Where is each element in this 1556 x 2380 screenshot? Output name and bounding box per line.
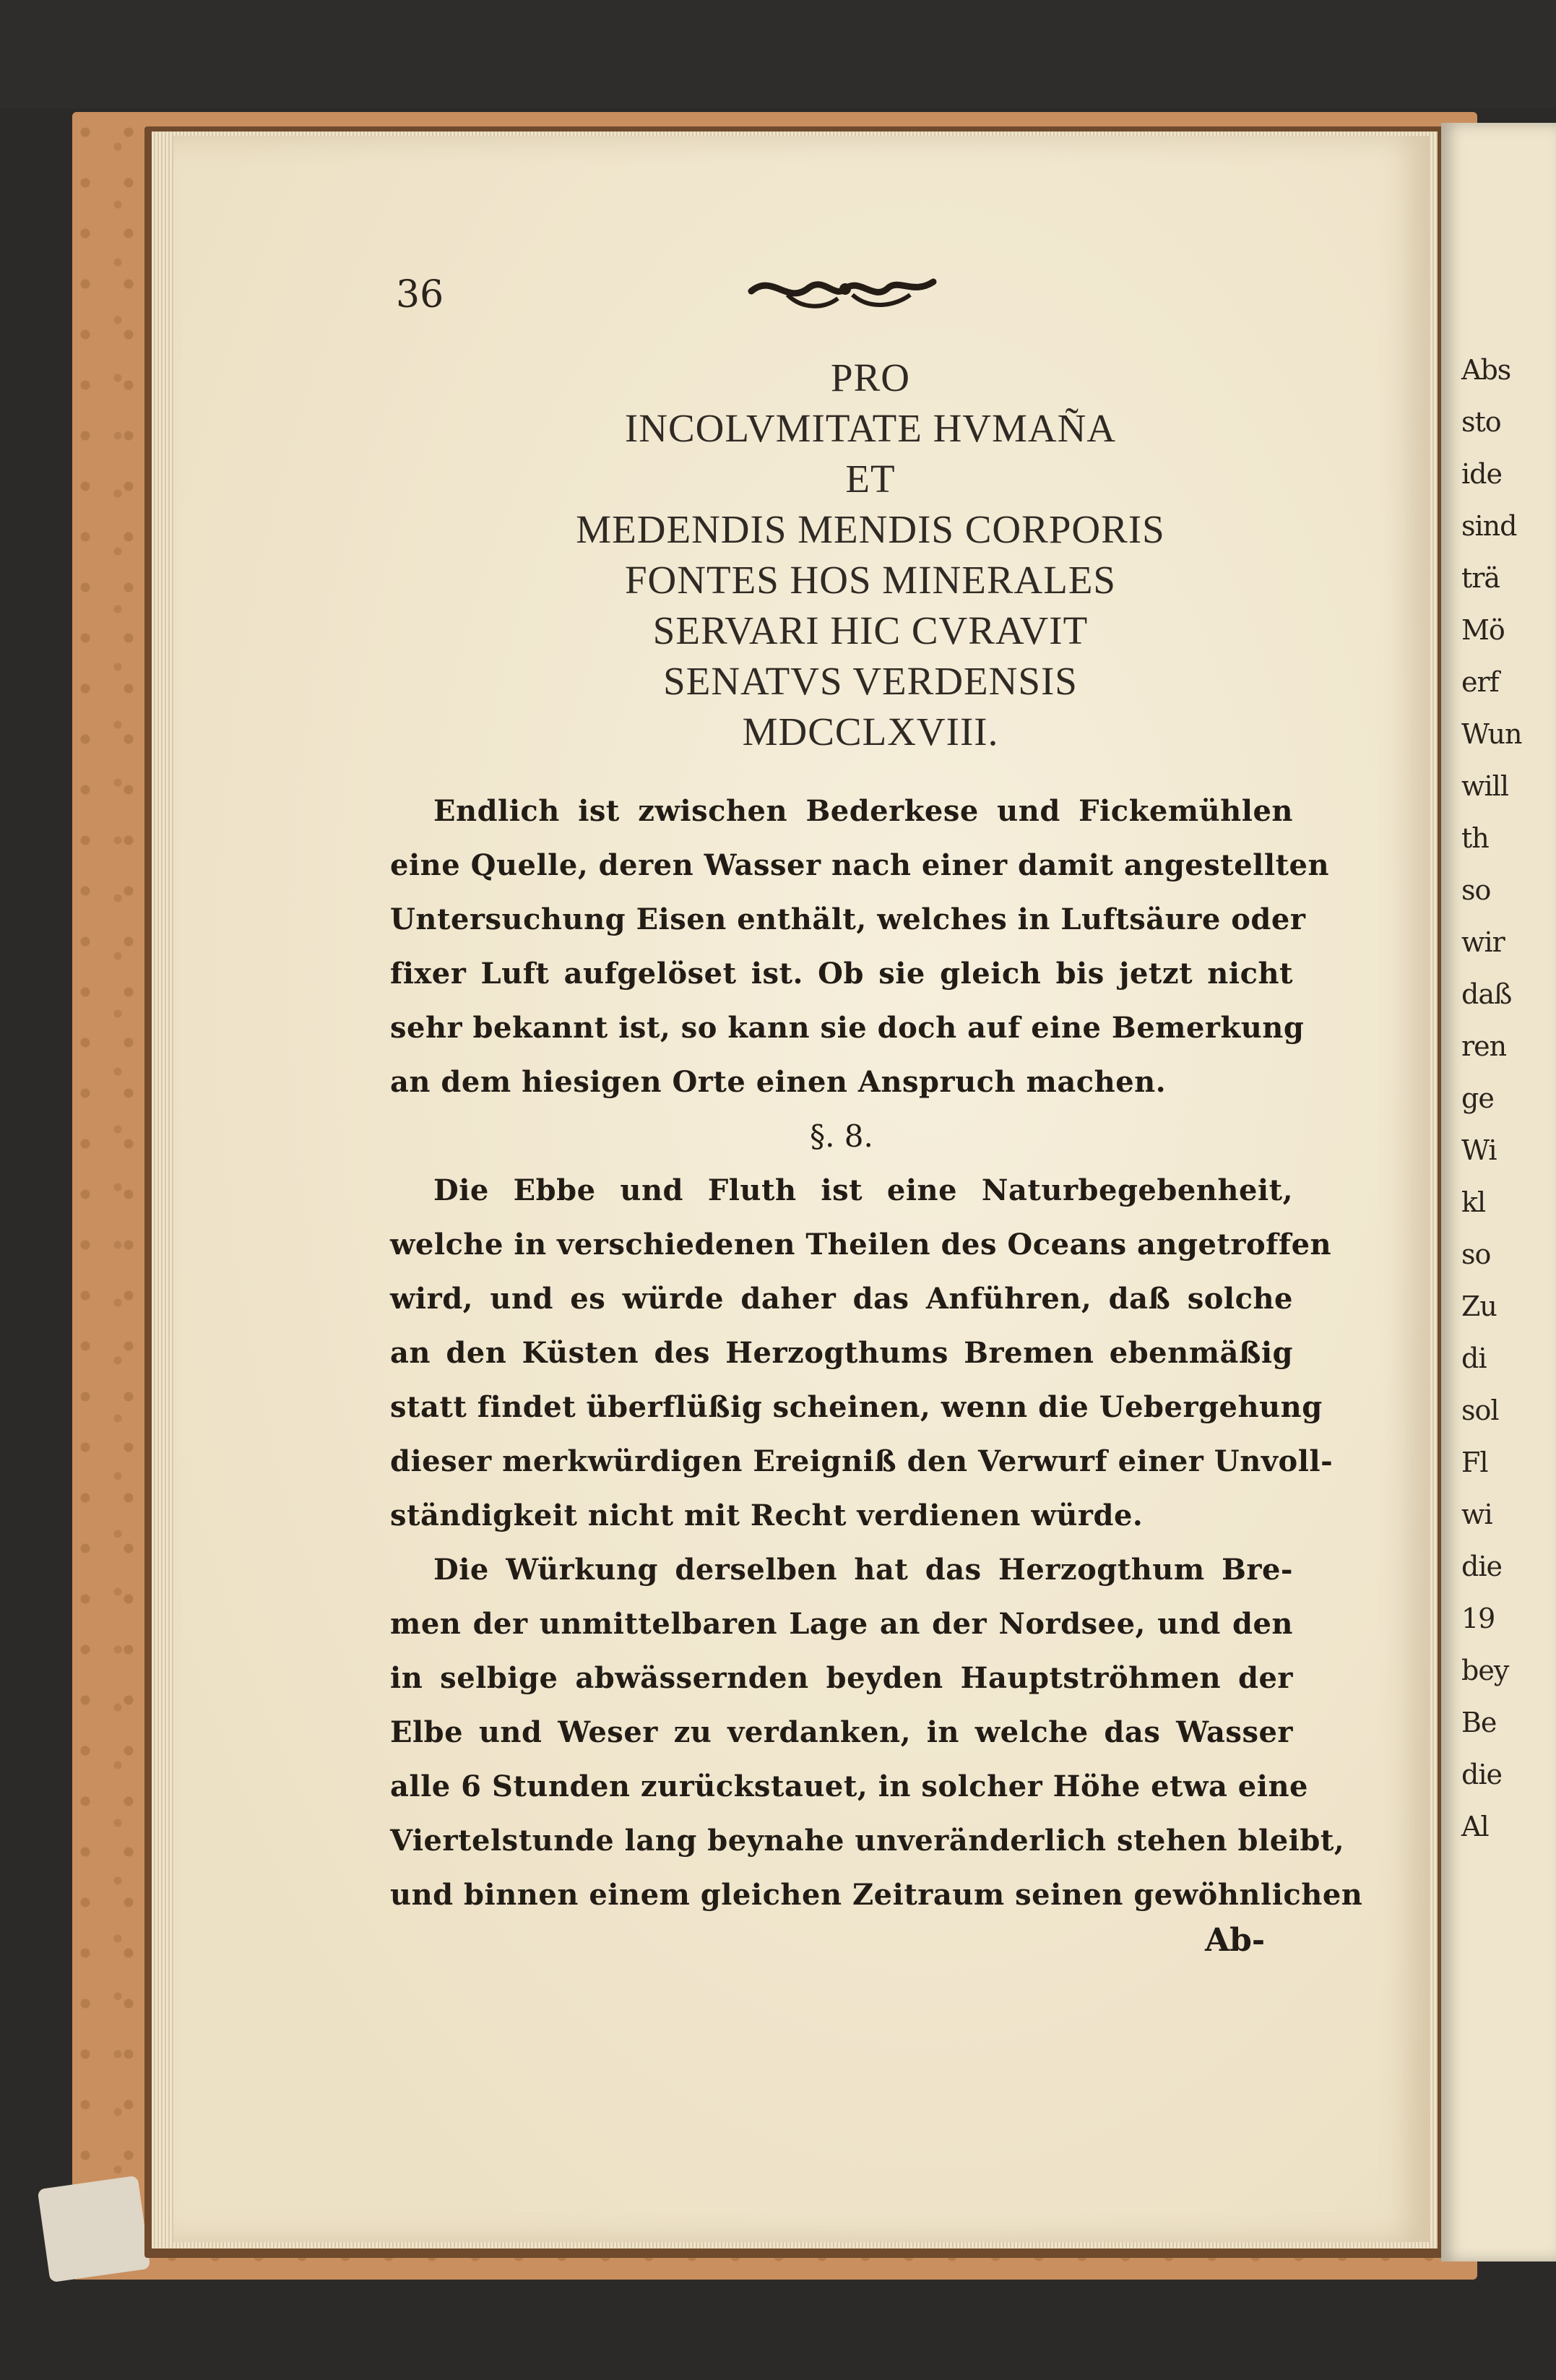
inscription-line: SENATVS VERDENSIS — [663, 659, 1078, 703]
text-line: in selbige abwässernden beyden Hauptströhmen der — [390, 1661, 1293, 1695]
background-top — [0, 0, 1556, 108]
text-line: Elbe und Weser zu verdanken, in welche das Wasser — [390, 1715, 1293, 1749]
next-page-fragment: di — [1461, 1342, 1487, 1374]
catchword: Ab- — [1205, 1922, 1266, 1959]
next-page-fragment: so — [1461, 874, 1491, 906]
next-page-fragment: sto — [1461, 406, 1501, 438]
inscription-line: SERVARI HIC CVRAVIT — [652, 608, 1089, 652]
next-page-fragment: die — [1461, 1759, 1502, 1790]
inscription-line: MDCCLXVIII. — [742, 710, 999, 754]
next-page-fragment: will — [1461, 770, 1508, 802]
next-page-fragment: Mö — [1461, 614, 1505, 646]
next-page-fragment: bey — [1461, 1655, 1509, 1686]
next-page-fragment: Al — [1461, 1811, 1489, 1842]
text-line: Die Würkung derselben hat das Herzogthum Bre- — [433, 1553, 1293, 1587]
text-line: Viertelstunde lang beynahe unveränderlich stehen bleibt, — [390, 1824, 1345, 1858]
inscription — [448, 353, 1293, 757]
next-page-fragment: ren — [1461, 1030, 1507, 1062]
next-page-fragment: th — [1461, 822, 1489, 854]
inscription-line: PRO — [831, 355, 910, 400]
text-line: dieser merkwürdigen Ereigniß den Verwurf einer Unvoll- — [390, 1444, 1334, 1478]
next-page-fragment: sind — [1461, 510, 1517, 542]
next-page-edge — [1441, 123, 1556, 2262]
text-line: Untersuchung Eisen enthält, welches in Luftsäure oder — [390, 902, 1306, 936]
body-text — [390, 784, 1363, 1922]
next-page-fragment: 19 — [1461, 1603, 1495, 1634]
text-line: welche in verschiedenen Theilen des Oceans angetroffen — [390, 1228, 1332, 1262]
next-page-fragment: wi — [1461, 1499, 1492, 1530]
next-page-fragment: Zu — [1461, 1290, 1497, 1322]
cover-tab — [38, 2176, 151, 2282]
next-page-fragment: wir — [1461, 926, 1505, 958]
page-number: 36 — [396, 273, 444, 316]
text-line: sehr bekannt ist, so kann sie doch auf eine Bemerkung — [390, 1011, 1305, 1045]
text-line: alle 6 Stunden zurückstauet, in solcher Höhe etwa eine — [390, 1769, 1308, 1803]
text-line: eine Quelle, deren Wasser nach einer damit angestellten — [390, 848, 1330, 882]
inscription-line: FONTES HOS MINERALES — [624, 558, 1117, 602]
next-page-fragment: Wun — [1461, 718, 1522, 750]
next-page-fragment: sol — [1461, 1394, 1499, 1426]
next-page-fragment: ide — [1461, 458, 1502, 490]
text-line: fixer Luft aufgelöset ist. Ob sie gleich bis jetzt nicht — [390, 957, 1293, 991]
next-page-fragment: Abs — [1461, 354, 1511, 386]
inscription-line: ET — [845, 457, 896, 501]
ornament-icon — [744, 266, 939, 316]
text-line: an den Küsten des Herzogthums Bremen ebenmäßig — [390, 1336, 1293, 1370]
text-line: und binnen einem gleichen Zeitraum seinen gewöhnlichen — [390, 1878, 1363, 1912]
next-page-fragment: trä — [1461, 562, 1500, 594]
next-page-fragment: Wi — [1461, 1134, 1497, 1166]
text-line: statt findet überflüßig scheinen, wenn die Uebergehung — [390, 1390, 1323, 1424]
next-page-fragment: kl — [1461, 1186, 1486, 1218]
next-page-fragment: erf — [1461, 666, 1499, 698]
text-line: an dem hiesigen Orte einen Anspruch machen. — [390, 1065, 1167, 1099]
next-page-fragment: die — [1461, 1551, 1502, 1582]
next-page-fragment: Be — [1461, 1707, 1497, 1738]
text-line: men der unmittelbaren Lage an der Nordsee, und den — [390, 1607, 1293, 1641]
text-line: ständigkeit nicht mit Recht verdienen würde. — [390, 1499, 1144, 1532]
next-page-fragment: Fl — [1461, 1446, 1488, 1478]
next-page-fragment: daß — [1461, 978, 1512, 1010]
text-line: Endlich ist zwischen Bederkese und Fickemühlen — [433, 794, 1293, 828]
next-page-fragment: so — [1461, 1238, 1491, 1270]
inscription-line: INCOLVMITATE HVMAÑA — [624, 406, 1117, 450]
next-page-fragment: ge — [1461, 1082, 1494, 1114]
text-line: wird, und es würde daher das Anführen, daß solche — [390, 1282, 1293, 1316]
section-heading: §. 8. — [810, 1118, 873, 1154]
text-line: Die Ebbe und Fluth ist eine Naturbegebenheit, — [433, 1173, 1293, 1207]
inscription-line: MEDENDIS MENDIS CORPORIS — [576, 507, 1165, 551]
